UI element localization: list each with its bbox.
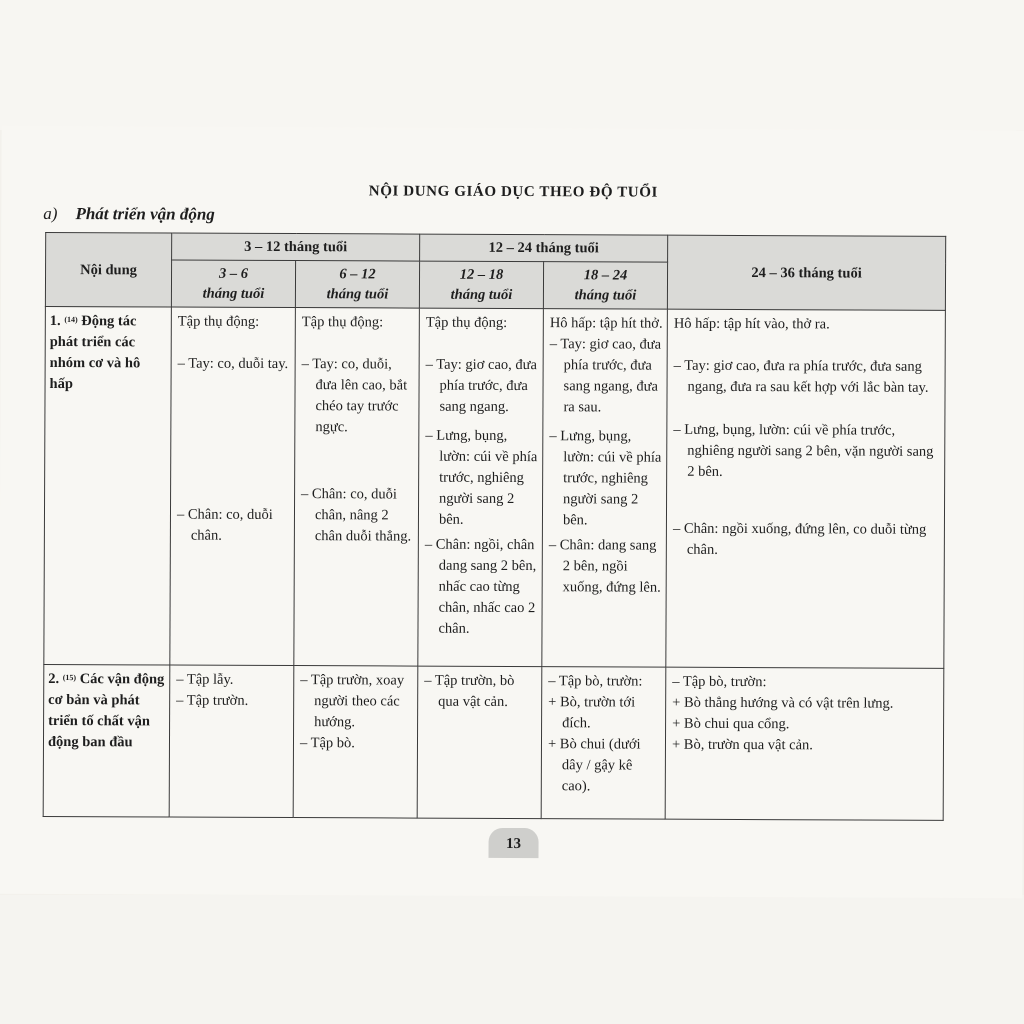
cell-18-24: – Tập bò, trườn: + Bò, trườn tới đích. + Bò chui (dưới dây / gậy kê cao). <box>541 667 666 820</box>
cell-3-6: Tập thụ động: – Tay: co, duỗi tay. – Chân: co, duỗi chân. <box>170 307 296 666</box>
section-letter: a) <box>43 203 58 224</box>
section-label: Phát triển vận động <box>75 204 215 224</box>
header-18-24-months: 18 – 24 tháng tuổi <box>543 262 667 310</box>
row-content-cell: 2. $^{(15)}$ Các vận động cơ bản và phát triển tố chất vận động ban đầu <box>43 664 170 817</box>
education-content-table <box>43 232 947 821</box>
cell-24-36: – Tập bò, trườn: + Bò thẳng hướng và có vật trên lưng. + Bò chui qua cổng. + Bò, trườn qua vật cản. <box>665 667 944 820</box>
header-12-24-months: 12 – 24 tháng tuổi <box>420 234 668 262</box>
cell-3-6: – Tập lẫy. – Tập trườn. <box>169 665 294 818</box>
cell-24-36: Hô hấp: tập hít vào, thở ra. – Tay: giơ cao, đưa ra phía trước, đưa sang ngang, đưa ra sau kết hợp với lắc bàn tay. – Lưng, bụng, lườn: cúi về phía trước, nghiêng người sang 2 bên, vặn người sang 2 bên. – Chân: ngồi xuống, đứng lên, co duỗi từng chân. <box>666 309 946 668</box>
page-number: 13 <box>488 828 538 858</box>
cell-6-12: Tập thụ động: – Tay: co, duỗi, đưa lên cao, bắt chéo tay trước ngực. – Chân: co, duỗi chân, nâng 2 chân duỗi thẳng. <box>294 308 420 667</box>
row-content-cell: 1. $^{(14)}$ Động tác phát triển các nhóm cơ và hô hấp <box>44 306 172 665</box>
cell-18-24: Hô hấp: tập hít thở. – Tay: giơ cao, đưa phía trước, đưa sang ngang, đưa ra sau. – Lưng, bụng, lườn: cúi về phía trước, nghiêng người sang 2 bên. – Chân: dang sang 2 bên, ngồi xuống, đứng lên. <box>542 309 668 668</box>
cell-6-12: – Tập trườn, xoay người theo các hướng. – Tập bò. <box>293 666 418 819</box>
cell-12-18: Tập thụ động: – Tay: giơ cao, đưa phía trước, đưa sang ngang. – Lưng, bụng, lườn: cúi về phía trước, nghiêng người sang 2 bên. – Chân: ngồi, chân dang sang 2 bên, nhấc cao từng chân, nhấc cao 2 chân. <box>418 308 544 667</box>
cell-12-18: – Tập trườn, bò qua vật cản. <box>417 666 542 819</box>
header-6-12-months: 6 – 12 tháng tuổi <box>295 261 419 309</box>
header-content: Nội dung <box>45 232 171 307</box>
background-bottom <box>0 895 1024 1024</box>
page-title: NỘI DUNG GIÁO DỤC THEO ĐỘ TUỔI <box>368 183 659 201</box>
table-row <box>43 664 944 820</box>
document-page <box>0 126 1024 898</box>
table-row <box>44 306 946 668</box>
background-top <box>0 0 1024 130</box>
header-24-36-months: 24 – 36 tháng tuổi <box>667 235 945 310</box>
section-heading <box>43 204 215 225</box>
header-12-18-months: 12 – 18 tháng tuổi <box>419 261 543 309</box>
header-3-6-months: 3 – 6 tháng tuổi <box>171 260 295 308</box>
header-3-12-months: 3 – 12 tháng tuổi <box>172 233 420 261</box>
